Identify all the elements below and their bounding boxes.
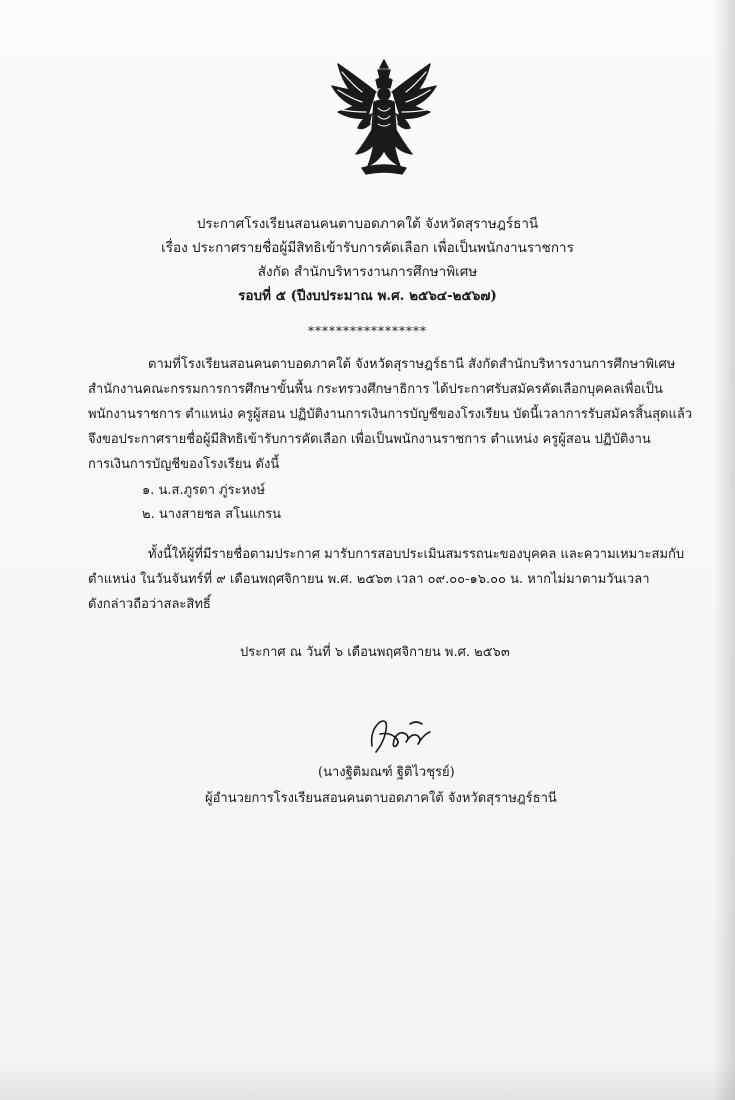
page-bottom-shadow [0, 1060, 735, 1100]
garuda-emblem-icon [328, 58, 440, 176]
page-edge-shadow [713, 0, 735, 1100]
header-line-1: ประกาศโรงเรียนสอนคนตาบอดภาคใต้ จังหวัดสุราษฎร์ธานี [196, 216, 539, 232]
candidate-item-2: ๒. นางสายชล สโนแกรน [142, 507, 282, 522]
handwritten-signature [366, 712, 436, 756]
header-line-2: เรื่อง ประกาศรายชื่อผู้มีสิทธิเข้ารับการคัดเลือก เพื่อเป็นพนักงานราชการ [161, 240, 574, 256]
para1-line-4: จึงขอประกาศรายชื่อผู้มีสิทธิเข้ารับการคัดเลือก เพื่อเป็นพนักงานราชการ ตำแหน่ง ครูผู้สอน ปฏิบัติงาน [88, 432, 651, 447]
para2-line-2: ตำแหน่ง ในวันจันทร์ที่ ๙ เดือนพฤศจิกายน พ.ศ. ๒๕๖๓ เวลา ๐๙.๐๐-๑๖.๐๐ น. หากไม่มาตามวันเวลา [88, 572, 650, 587]
candidate-item-1: ๑. น.ส.ภูรดา ภู่ระหงษ์ [142, 483, 266, 498]
signatory-name: (นางฐิติมณฑ์ ฐิติไวชุรย์) [318, 765, 455, 780]
para1-line-5: การเงินการบัญชีของโรงเรียน ดังนี้ [88, 457, 280, 472]
signatory-position: ผู้อำนวยการโรงเรียนสอนคนตาบอดภาคใต้ จังหวัดสุราษฎร์ธานี [205, 791, 557, 806]
para1-line-2: สำนักงานคณะกรรมการการศึกษาขั้นพื้น กระทรวงศึกษาธิการ ได้ประกาศรับสมัครคัดเลือกบุคคลเพื่อเป็น [88, 382, 663, 397]
header-divider: ***************** [308, 324, 427, 338]
para1-line-3: พนักงานราชการ ตำแหน่ง ครูผู้สอน ปฏิบัติงานการเงินการบัญชีของโรงเรียน บัดนี้เวลาการรับสมัครสิ้นสุดแล้ว [88, 407, 693, 422]
para2-line-1: ทั้งนี้ให้ผู้ที่มีรายชื่อตามประกาศ มารับการสอบประเมินสมรรถนะของบุคคล และความเหมาะสมกับ [148, 547, 685, 562]
para1-line-1: ตามที่โรงเรียนสอนคนตาบอดภาคใต้ จังหวัดสุราษฎร์ธานี สังกัดสำนักบริหารงานการศึกษาพิเศษ [148, 357, 676, 372]
header-line-3: สังกัด สำนักบริหารงานการศึกษาพิเศษ [257, 264, 478, 280]
announcement-date: ประกาศ ณ วันที่ ๖ เดือนพฤศจิกายน พ.ศ. ๒๕๖๓ [240, 645, 510, 660]
header-line-4: รอบที่ ๕ (ปีงบประมาณ พ.ศ. ๒๕๖๔-๒๕๖๗) [238, 288, 497, 304]
para2-line-3: ดังกล่าวถือว่าสละสิทธิ์ [88, 597, 211, 612]
